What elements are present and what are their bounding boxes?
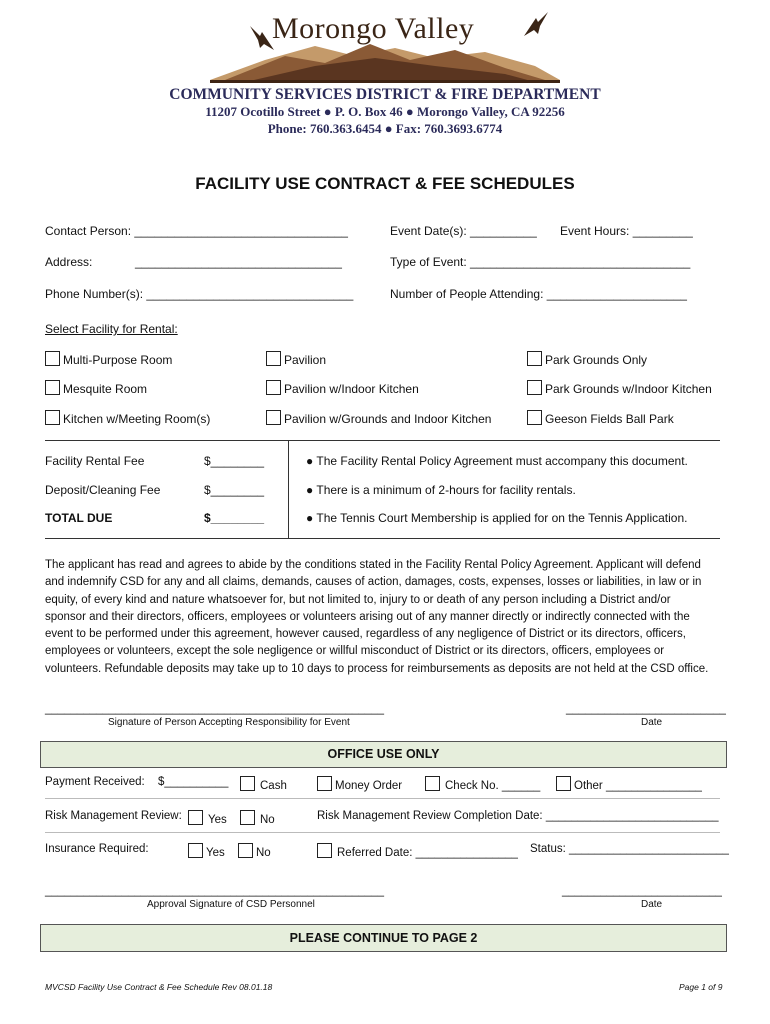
yes-label: Yes [208,814,227,826]
org-name: COMMUNITY SERVICES DISTRICT & FIRE DEPARTMENT [169,86,601,103]
other-label: Other _______________ [574,780,702,792]
applicant-signature-label: Signature of Person Accepting Responsibility for Event [108,717,350,728]
checkbox[interactable] [556,776,571,791]
status-field[interactable]: Status: _________________________ [530,843,729,855]
facility-option[interactable] [45,410,210,426]
office-use-header: OFFICE USE ONLY [40,741,727,768]
money-order-option[interactable] [317,776,402,792]
facility-option-label: Park Grounds Only [545,353,648,367]
checkbox[interactable] [317,776,332,791]
agreement-line: and indemnify CSD for any and all claims, demands, causes of action, damages, costs, expenses, losses or liabilities, in law or in [45,576,702,589]
checkbox[interactable] [527,351,542,366]
org-address: 11207 Ocotillo Street ● P. O. Box 46 ● Morongo Valley, CA 92256 [205,104,565,119]
checkbox[interactable] [266,410,281,425]
yes-label: Yes [206,847,225,859]
footer-revision: MVCSD Facility Use Contract & Fee Schedule Rev 08.01.18 [45,982,273,992]
event-dates-field[interactable]: Event Date(s): __________ [390,224,537,238]
checkbox[interactable] [317,843,332,858]
rental-fee-field[interactable]: $________ [204,454,265,468]
facility-option[interactable] [527,380,712,396]
approval-date-line[interactable]: _________________________ [562,885,722,897]
risk-yes-option[interactable] [188,810,227,826]
fees-vertical-divider [288,441,289,538]
rental-fee-label: Facility Rental Fee [45,454,145,468]
risk-completion-field[interactable]: Risk Management Review Completion Date: ___________________________ [317,810,719,822]
divider [45,798,720,799]
insurance-no-option[interactable] [238,843,271,859]
eagle-right-icon [520,10,550,45]
fee-note: ● The Tennis Court Membership is applied for on the Tennis Application. [306,511,688,525]
divider [45,538,720,539]
money-order-label: Money Order [335,780,403,792]
phone-number-field[interactable]: Phone Number(s): _______________________________ [45,287,354,301]
facility-option[interactable] [45,380,147,396]
fee-note: ● There is a minimum of 2-hours for facility rentals. [306,483,576,497]
org-phone: Phone: 760.363.6454 ● Fax: 760.3693.6774 [267,121,503,136]
facility-option-label: Kitchen w/Meeting Room(s) [63,412,211,426]
approval-date-label: Date [641,899,663,910]
facility-option-label: Park Grounds w/Indoor Kitchen [545,382,712,396]
total-due-field[interactable]: $________ [204,511,265,525]
approval-signature-line[interactable]: _____________________________________________________ [45,885,384,897]
checkbox[interactable] [425,776,440,791]
divider [45,440,720,441]
referred-date-option[interactable] [317,843,518,859]
checkbox[interactable] [266,351,281,366]
checkbox[interactable] [240,810,255,825]
facility-option-label: Pavilion w/Indoor Kitchen [284,382,419,396]
facility-option-label: Geeson Fields Ball Park [545,412,674,426]
agreement-line: The applicant has read and agrees to abide by the conditions stated in the Facility Rental Policy Agreement. Applicant will defend [45,559,701,571]
deposit-fee-field[interactable]: $________ [204,483,265,497]
checkbox[interactable] [238,843,253,858]
facility-option[interactable] [527,351,647,367]
check-no-label: Check No. ______ [445,780,541,792]
other-option[interactable] [556,776,702,792]
cash-label: Cash [260,780,287,792]
address-label: Address: [45,255,93,269]
no-label: No [256,847,271,859]
fee-note: ● The Facility Rental Policy Agreement must accompany this document. [306,454,688,468]
applicant-date-label: Date [641,717,663,728]
logo-text: Morongo Valley [272,12,475,45]
address-field[interactable]: _______________________________ [135,255,342,269]
applicant-signature-line[interactable]: _____________________________________________________ [45,703,384,715]
facility-option-label: Multi-Purpose Room [63,353,173,367]
total-due-label: TOTAL DUE [45,511,113,525]
referred-date-label: Referred Date: ________________ [337,847,518,859]
checkbox[interactable] [188,810,203,825]
footer-page-number: Page 1 of 9 [679,982,723,992]
facility-option-label: Pavilion w/Grounds and Indoor Kitchen [284,412,492,426]
payment-received-field[interactable]: $__________ [158,776,229,788]
check-no-option[interactable] [425,776,540,792]
continue-banner: PLEASE CONTINUE TO PAGE 2 [40,924,727,952]
facility-option[interactable] [266,351,326,367]
checkbox[interactable] [266,380,281,395]
facility-heading: Select Facility for Rental: [45,322,178,336]
checkbox[interactable] [45,351,60,366]
deposit-fee-label: Deposit/Cleaning Fee [45,483,161,497]
checkbox[interactable] [527,410,542,425]
facility-option[interactable] [266,410,491,426]
facility-option-label: Mesquite Room [63,382,148,396]
checkbox[interactable] [240,776,255,791]
agreement-paragraph [45,557,727,678]
checkbox[interactable] [45,380,60,395]
contact-person-field[interactable]: Contact Person: ________________________________ [45,224,348,238]
no-label: No [260,814,275,826]
page-title: FACILITY USE CONTRACT & FEE SCHEDULES [195,174,575,193]
insurance-yes-option[interactable] [188,843,225,859]
type-of-event-field[interactable]: Type of Event: _________________________________ [390,255,691,269]
divider [45,832,720,833]
facility-option[interactable] [527,410,674,426]
agreement-line: volunteers. Refundable deposits may take up to 10 days to process for reimbursements as deposits are not held at the CSD office. [45,662,709,675]
facility-option[interactable] [45,351,172,367]
payment-received-label: Payment Received: [45,776,145,788]
facility-option[interactable] [266,380,419,396]
event-hours-field[interactable]: Event Hours: _________ [560,224,693,238]
agreement-line: sponsor and their directors, officers, employees or volunteers arising out of any manner directly or indirectly connected with the [45,610,690,623]
checkbox[interactable] [527,380,542,395]
agreement-line: equity, of every kind and nature whatsoever for, but not limited to, injury to or death of any person including a District and/or [45,593,671,606]
agreement-line: employees or volunteers, except the sole negligence or willful misconduct of District or its directors, officers, employees or [45,645,665,658]
people-attending-field[interactable]: Number of People Attending: _____________________ [390,287,687,301]
checkbox[interactable] [188,843,203,858]
risk-no-option[interactable] [240,810,275,826]
checkbox[interactable] [45,410,60,425]
insurance-label: Insurance Required: [45,843,149,855]
facility-option-label: Pavilion [284,353,327,367]
applicant-date-line[interactable]: _________________________ [566,703,726,715]
agreement-line: event to be performed under this agreement, however caused, regardless of any negligence of District or its directors, officers, [45,628,686,641]
cash-option[interactable] [240,776,287,792]
approval-signature-label: Approval Signature of CSD Personnel [147,899,315,910]
risk-review-label: Risk Management Review: [45,810,182,822]
